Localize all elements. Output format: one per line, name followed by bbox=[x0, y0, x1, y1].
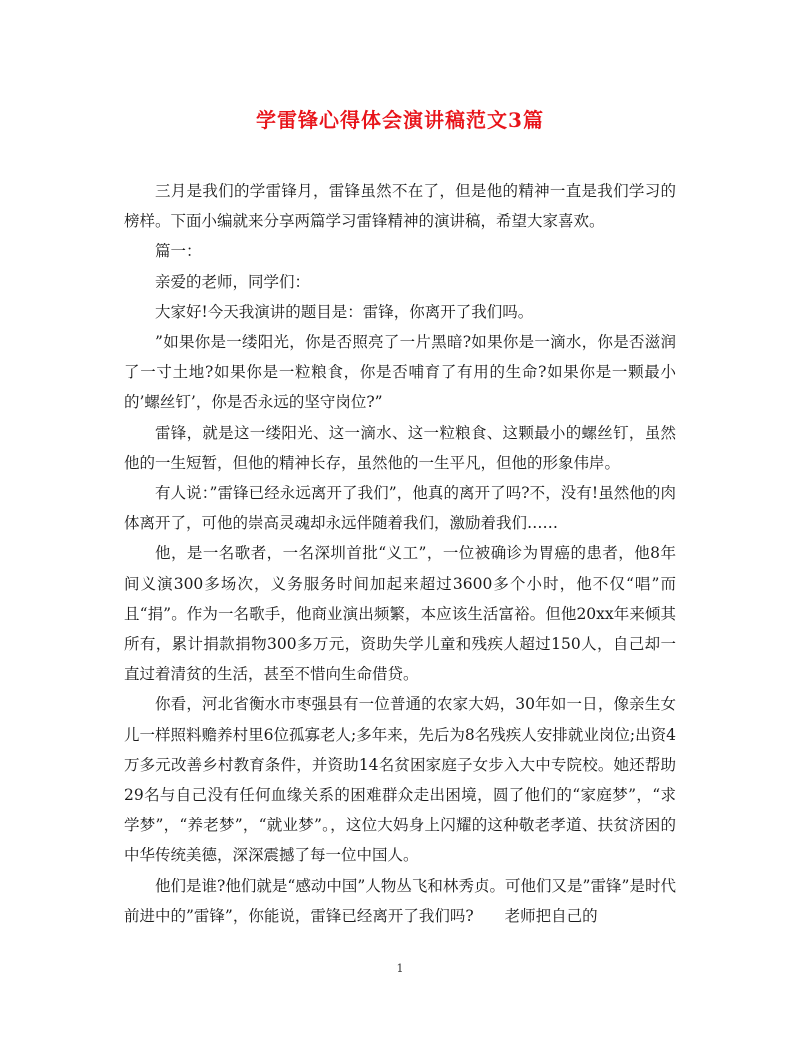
page-number: 1 bbox=[396, 962, 404, 975]
paragraph: 他，是一名歌者，一名深圳首批“义工”，一位被确诊为胃癌的患者，他8年间义演300多场次，义务服务时间加起来超过3600多个小时，他不仅“唱”而且“捐”。作为一名歌手，他商业演出频繁，本应该生活富裕。但他20xx年来倾其所有，累计捐款捐物300多万元，资助失学儿童和残疾人超过150人，自己却一直过着清贫的生活，甚至不惜向生命借贷。 bbox=[124, 544, 676, 684]
paragraph: 三月是我们的学雷锋月，雷锋虽然不在了，但是他的精神一直是我们学习的榜样。下面小编就来分享两篇学习雷锋精神的演讲稿，希望大家喜欢。 bbox=[124, 182, 676, 231]
paragraph: 他们是谁?他们就是“感动中国”人物丛飞和林秀贞。可他们又是”雷锋”是时代前进中的”雷锋”，你能说，雷锋已经离开了我们吗? 老师把自己的 bbox=[124, 876, 676, 925]
paragraph: 大家好!今天我演讲的题目是：雷锋，你离开了我们吗。 bbox=[155, 302, 534, 321]
paragraph: 有人说：”雷锋已经永远离开了我们”，他真的离开了吗?不，没有!虽然他的肉体离开了，可他的崇高灵魂却永远伴随着我们，激励着我们…… bbox=[124, 484, 676, 533]
paragraph: 亲爱的老师，同学们： bbox=[155, 272, 311, 291]
paragraph: 雷锋，就是这一缕阳光、这一滴水、这一粒粮食、这颗最小的螺丝钉，虽然他的一生短暂，但他的精神长存，虽然他的一生平凡，但他的形象伟岸。 bbox=[124, 423, 676, 472]
document-body bbox=[124, 176, 676, 931]
paragraph: ”如果你是一缕阳光，你是否照亮了一片黑暗?如果你是一滴水，你是否滋润了一寸土地?如果你是一粒粮食，你是否哺育了有用的生命?如果你是一颗最小的’螺丝钉’，你是否永远的坚守岗位?” bbox=[124, 333, 676, 412]
paragraph: 你看，河北省衡水市枣强县有一位普通的农家大妈，30年如一日，像亲生女儿一样照料赡养村里6位孤寡老人;多年来，先后为8名残疾人安排就业岗位;出资4万多元改善乡村教育条件，并资助14名贫困家庭子女步入大中专院校。她还帮助29名与自己没有任何血缘关系的困难群众走出困境，圆了他们的“家庭梦”，“求学梦”，“养老梦”，“就业梦”。，这位大妈身上闪耀的这种敬老孝道、扶贫济困的中华传统美德，深深震撼了每一位中国人。 bbox=[124, 695, 676, 865]
document-title: 学雷锋心得体会演讲稿范文3篇 bbox=[256, 108, 544, 132]
paragraph: 篇一： bbox=[155, 242, 202, 261]
